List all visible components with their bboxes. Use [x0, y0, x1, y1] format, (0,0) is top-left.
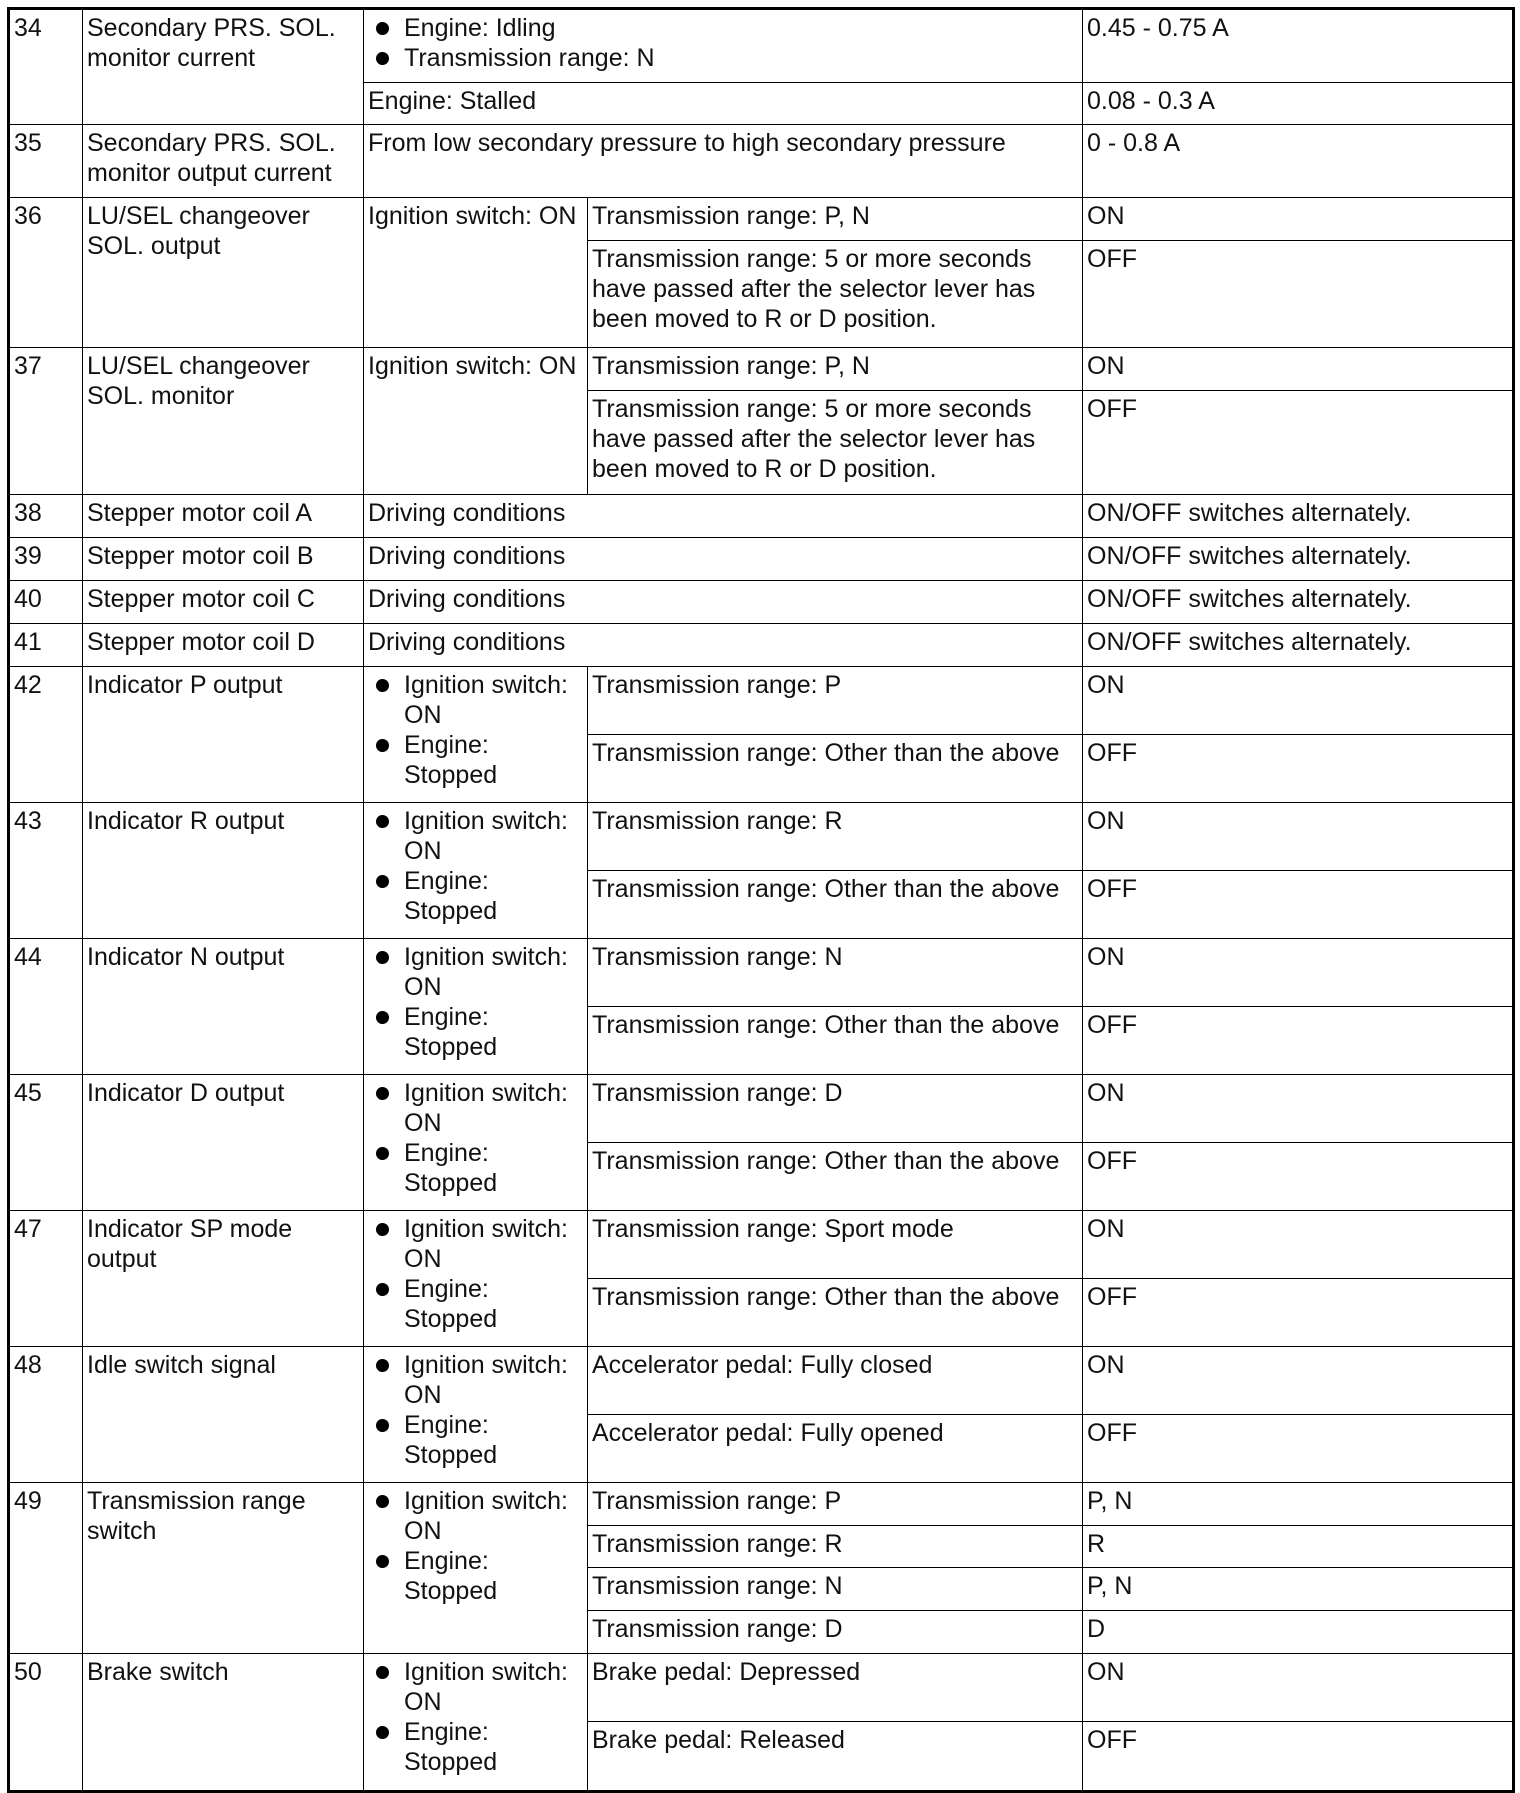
condition-cell: [364, 1075, 588, 1211]
sub-condition: Transmission range: P, N: [588, 348, 1083, 391]
sub-condition: Transmission range: P: [588, 667, 1083, 735]
item-name: Secondary PRS. SOL. monitor output current: [83, 125, 364, 198]
sub-condition: Transmission range: R: [588, 1526, 1083, 1568]
value-cell: P, N: [1083, 1483, 1514, 1526]
sub-condition: Transmission range: Other than the above: [588, 871, 1083, 939]
sub-condition: Transmission range: 5 or more seconds have passed after the selector lever has been moved to R or D position.: [588, 241, 1083, 348]
value-cell: ON: [1083, 1654, 1514, 1722]
condition-cell: Engine: Stalled: [364, 83, 1083, 125]
item-name: Idle switch signal: [83, 1347, 364, 1483]
item-name: LU/SEL changeover SOL. output: [83, 198, 364, 348]
condition-cell: [364, 9, 1083, 83]
terminal-number: 42: [9, 667, 83, 803]
sub-condition: Transmission range: P: [588, 1483, 1083, 1526]
value-cell: OFF: [1083, 735, 1514, 803]
value-cell: 0 - 0.8 A: [1083, 125, 1514, 198]
item-name: Transmission range switch: [83, 1483, 364, 1654]
condition-cell: [364, 1347, 588, 1483]
condition-cell: Ignition switch: ON: [364, 348, 588, 495]
condition-bullet: Engine: Stopped: [368, 1274, 581, 1334]
condition-cell: Driving conditions: [364, 495, 1083, 538]
sub-condition: Transmission range: Other than the above: [588, 1279, 1083, 1347]
sub-condition: Transmission range: N: [588, 939, 1083, 1007]
value-cell: OFF: [1083, 241, 1514, 348]
value-cell: ON: [1083, 1211, 1514, 1279]
terminal-number: 36: [9, 198, 83, 348]
value-cell: P, N: [1083, 1568, 1514, 1611]
condition-bullet: Ignition switch: ON: [368, 942, 581, 1002]
sub-condition: Transmission range: D: [588, 1075, 1083, 1143]
item-name: Stepper motor coil B: [83, 538, 364, 581]
condition-bullet: Engine: Stopped: [368, 866, 581, 926]
condition-bullet: Engine: Stopped: [368, 730, 581, 790]
condition-cell: Ignition switch: ON: [364, 198, 588, 348]
sub-condition: Transmission range: D: [588, 1611, 1083, 1654]
terminal-number: 45: [9, 1075, 83, 1211]
sub-condition: Accelerator pedal: Fully opened: [588, 1415, 1083, 1483]
value-cell: ON: [1083, 667, 1514, 735]
condition-bullet: Ignition switch: ON: [368, 1214, 581, 1274]
condition-bullet: Ignition switch: ON: [368, 1350, 581, 1410]
value-cell: OFF: [1083, 1279, 1514, 1347]
terminal-number: 43: [9, 803, 83, 939]
value-cell: ON: [1083, 348, 1514, 391]
value-cell: OFF: [1083, 1722, 1514, 1792]
condition-cell: [364, 1654, 588, 1792]
condition-bullet: Ignition switch: ON: [368, 806, 581, 866]
sub-condition: Transmission range: Other than the above: [588, 1007, 1083, 1075]
value-cell: ON/OFF switches alternately.: [1083, 624, 1514, 667]
condition-bullet: Ignition switch: ON: [368, 1078, 581, 1138]
sub-condition: Brake pedal: Depressed: [588, 1654, 1083, 1722]
value-cell: ON: [1083, 198, 1514, 241]
terminal-number: 49: [9, 1483, 83, 1654]
terminal-number: 47: [9, 1211, 83, 1347]
terminal-number: 39: [9, 538, 83, 581]
terminal-number: 48: [9, 1347, 83, 1483]
condition-cell: Driving conditions: [364, 581, 1083, 624]
condition-bullet: Engine: Stopped: [368, 1410, 581, 1470]
condition-bullet: Engine: Stopped: [368, 1138, 581, 1198]
item-name: Secondary PRS. SOL. monitor current: [83, 9, 364, 125]
condition-bullet: Engine: Idling: [368, 13, 1076, 43]
condition-bullet: Engine: Stopped: [368, 1546, 581, 1606]
value-cell: 0.08 - 0.3 A: [1083, 83, 1514, 125]
item-name: Brake switch: [83, 1654, 364, 1792]
sub-condition: Transmission range: 5 or more seconds have passed after the selector lever has been moved to R or D position.: [588, 391, 1083, 495]
value-cell: OFF: [1083, 1007, 1514, 1075]
sub-condition: Transmission range: Other than the above: [588, 735, 1083, 803]
terminal-number: 44: [9, 939, 83, 1075]
item-name: LU/SEL changeover SOL. monitor: [83, 348, 364, 495]
value-cell: R: [1083, 1526, 1514, 1568]
condition-cell: Driving conditions: [364, 538, 1083, 581]
condition-bullet: Transmission range: N: [368, 43, 1076, 73]
terminal-number: 41: [9, 624, 83, 667]
value-cell: ON/OFF switches alternately.: [1083, 495, 1514, 538]
sub-condition: Transmission range: R: [588, 803, 1083, 871]
condition-cell: [364, 1483, 588, 1654]
value-cell: ON/OFF switches alternately.: [1083, 538, 1514, 581]
condition-bullet: Ignition switch: ON: [368, 1657, 581, 1717]
value-cell: D: [1083, 1611, 1514, 1654]
sub-condition: Transmission range: Sport mode: [588, 1211, 1083, 1279]
terminal-number: 38: [9, 495, 83, 538]
terminal-reference-table: [7, 7, 1515, 1793]
terminal-number: 35: [9, 125, 83, 198]
item-name: Indicator SP mode output: [83, 1211, 364, 1347]
sub-condition: Transmission range: Other than the above: [588, 1143, 1083, 1211]
sub-condition: Transmission range: N: [588, 1568, 1083, 1611]
condition-cell: [364, 939, 588, 1075]
value-cell: 0.45 - 0.75 A: [1083, 9, 1514, 83]
value-cell: OFF: [1083, 1143, 1514, 1211]
item-name: Stepper motor coil C: [83, 581, 364, 624]
condition-bullet: Ignition switch: ON: [368, 670, 581, 730]
item-name: Indicator P output: [83, 667, 364, 803]
sub-condition: Accelerator pedal: Fully closed: [588, 1347, 1083, 1415]
item-name: Stepper motor coil A: [83, 495, 364, 538]
sub-condition: Brake pedal: Released: [588, 1722, 1083, 1792]
condition-bullet: Engine: Stopped: [368, 1002, 581, 1062]
item-name: Indicator R output: [83, 803, 364, 939]
value-cell: ON: [1083, 1347, 1514, 1415]
condition-cell: From low secondary pressure to high secondary pressure: [364, 125, 1083, 198]
condition-cell: [364, 1211, 588, 1347]
condition-cell: [364, 803, 588, 939]
item-name: Stepper motor coil D: [83, 624, 364, 667]
condition-cell: Driving conditions: [364, 624, 1083, 667]
value-cell: OFF: [1083, 1415, 1514, 1483]
value-cell: ON: [1083, 803, 1514, 871]
sub-condition: Transmission range: P, N: [588, 198, 1083, 241]
value-cell: OFF: [1083, 391, 1514, 495]
item-name: Indicator D output: [83, 1075, 364, 1211]
value-cell: ON: [1083, 939, 1514, 1007]
item-name: Indicator N output: [83, 939, 364, 1075]
value-cell: OFF: [1083, 871, 1514, 939]
terminal-number: 50: [9, 1654, 83, 1792]
condition-bullet: Engine: Stopped: [368, 1717, 581, 1777]
value-cell: ON: [1083, 1075, 1514, 1143]
value-cell: ON/OFF switches alternately.: [1083, 581, 1514, 624]
terminal-number: 40: [9, 581, 83, 624]
condition-cell: [364, 667, 588, 803]
terminal-number: 34: [9, 9, 83, 125]
terminal-number: 37: [9, 348, 83, 495]
condition-bullet: Ignition switch: ON: [368, 1486, 581, 1546]
